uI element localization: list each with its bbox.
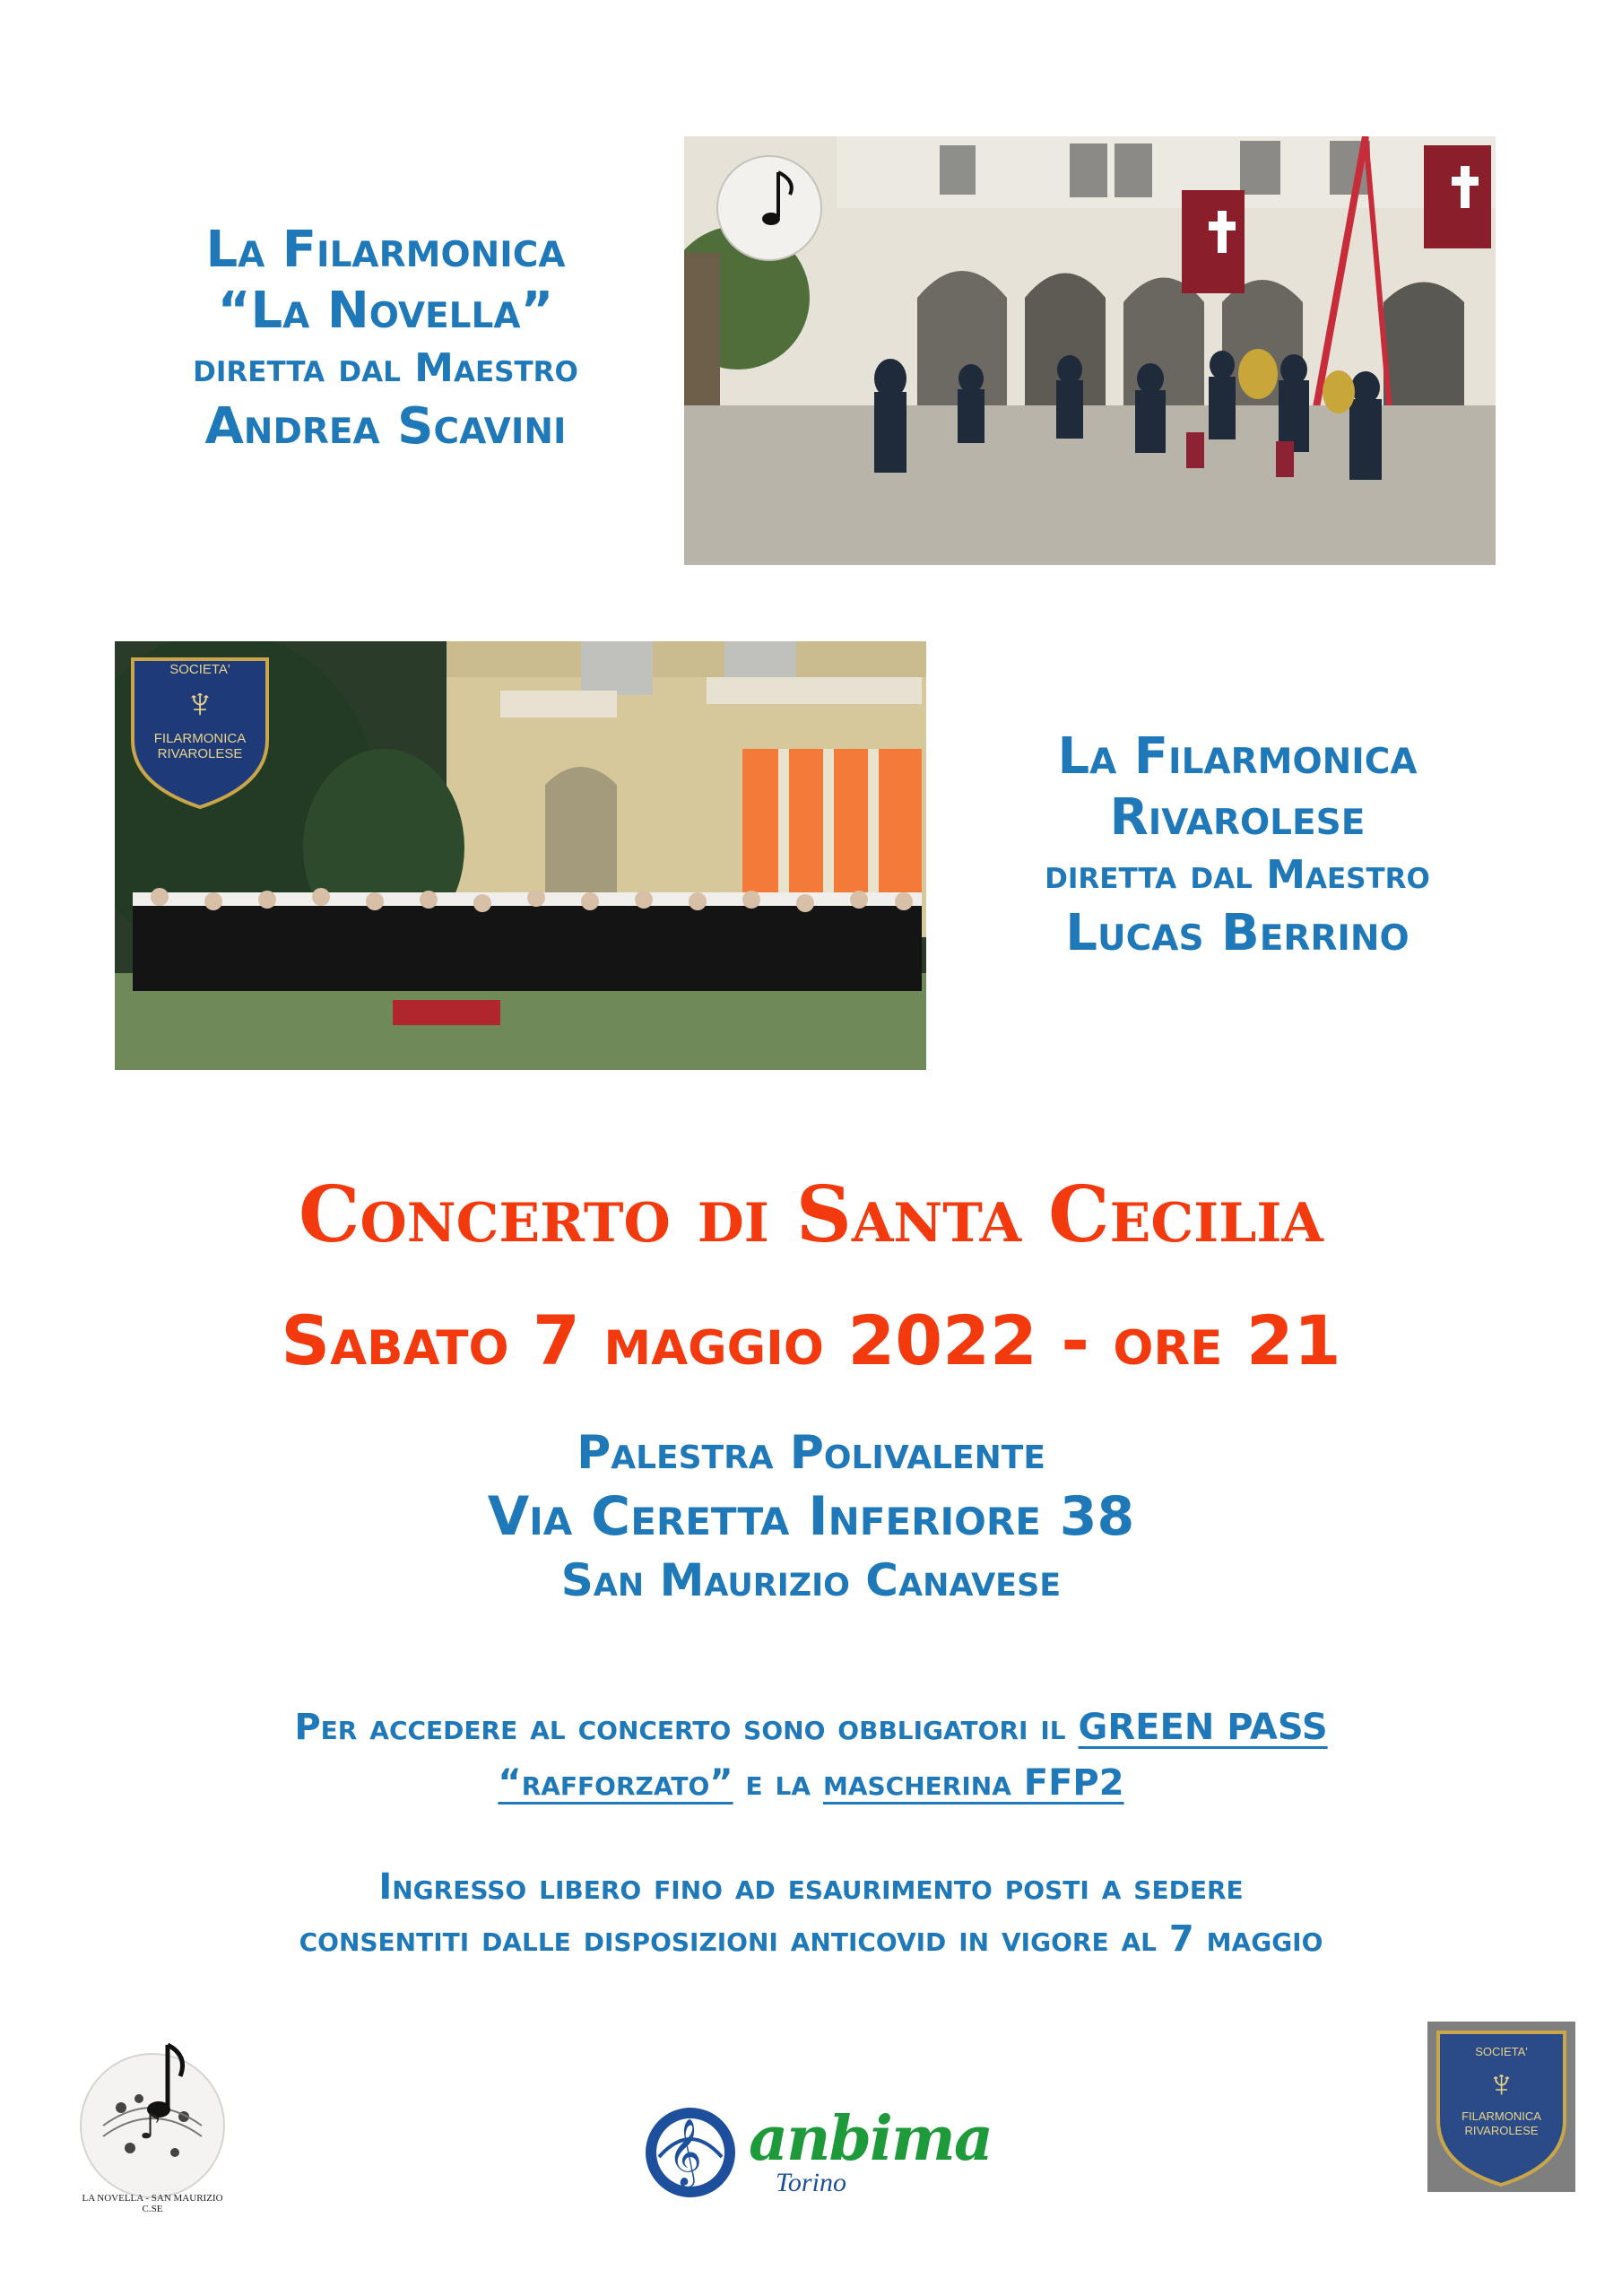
band2-line1: La Filarmonica — [1057, 727, 1418, 786]
notice-connector: e la — [733, 1762, 823, 1804]
entry-line2: consentiti dalle disposizioni anticovid in vigore al 7 maggio — [299, 1918, 1323, 1960]
entry-notice — [54, 1861, 1568, 1965]
music-note-icon: ♪ — [139, 2106, 162, 2147]
band1-heading — [99, 220, 672, 458]
notice-prefix: Per accedere al concerto sono obbligatori il — [294, 1707, 1079, 1748]
anbima-name: anbima — [749, 2103, 992, 2175]
band2-line3: diretta dal Maestro — [1045, 852, 1430, 898]
entry-line1: Ingresso libero fino ad esaurimento posti a sedere — [378, 1866, 1244, 1908]
venue-address: Via Ceretta Inferiore 38 — [487, 1485, 1135, 1548]
event-date: Sabato 7 maggio 2022 - ore 21 — [281, 1300, 1341, 1380]
filarmonica-rivarolese-logo — [1427, 2022, 1575, 2192]
venue-city: San Maurizio Canavese — [560, 1554, 1062, 1606]
band1-line3: diretta dal Maestro — [193, 345, 578, 391]
green-pass-label: GREEN PASS — [1078, 1707, 1328, 1748]
band2-shield-line1: FILARMONICA — [153, 731, 247, 746]
band1-line1: La Filarmonica — [205, 221, 566, 279]
band1-photo — [684, 136, 1496, 565]
access-notice — [54, 1700, 1568, 1811]
band2-shield-line2: RIVAROLESE — [157, 746, 243, 761]
band2-photo-shield-text — [115, 662, 285, 761]
venue-block — [0, 1422, 1622, 1612]
band2-shield-top: SOCIETA' — [169, 662, 230, 677]
rivarolese-line2: RIVAROLESE — [1464, 2124, 1539, 2137]
venue-name: Palestra Polivalente — [577, 1426, 1045, 1480]
lyre-icon: ♆ — [1487, 2062, 1516, 2106]
treble-clef-icon: 𝄞 — [668, 2119, 702, 2186]
band2-heading — [950, 726, 1524, 965]
band2-conductor: Lucas Berrino — [1065, 904, 1409, 962]
rafforzato-label: “rafforzato” — [498, 1762, 733, 1804]
band2-line2: Rivarolese — [1109, 788, 1366, 847]
band1-conductor: Andrea Scavini — [204, 397, 567, 456]
lyre-icon: ♆ — [184, 680, 216, 727]
rivarolese-top: SOCIETA' — [1475, 2045, 1528, 2058]
event-title: Concerto di Santa Cecilia — [299, 1170, 1323, 1260]
anbima-city: Torino — [776, 2168, 846, 2197]
band1-line2: “La Novella” — [217, 282, 554, 340]
anbima-logo — [641, 2103, 992, 2202]
mask-label: mascherina FFP2 — [822, 1762, 1124, 1804]
la-novella-ring-text: LA NOVELLA - SAN MAURIZIO C.SE — [82, 2193, 223, 2214]
la-novella-logo — [67, 2036, 238, 2214]
rivarolese-line1: FILARMONICA — [1462, 2109, 1541, 2123]
